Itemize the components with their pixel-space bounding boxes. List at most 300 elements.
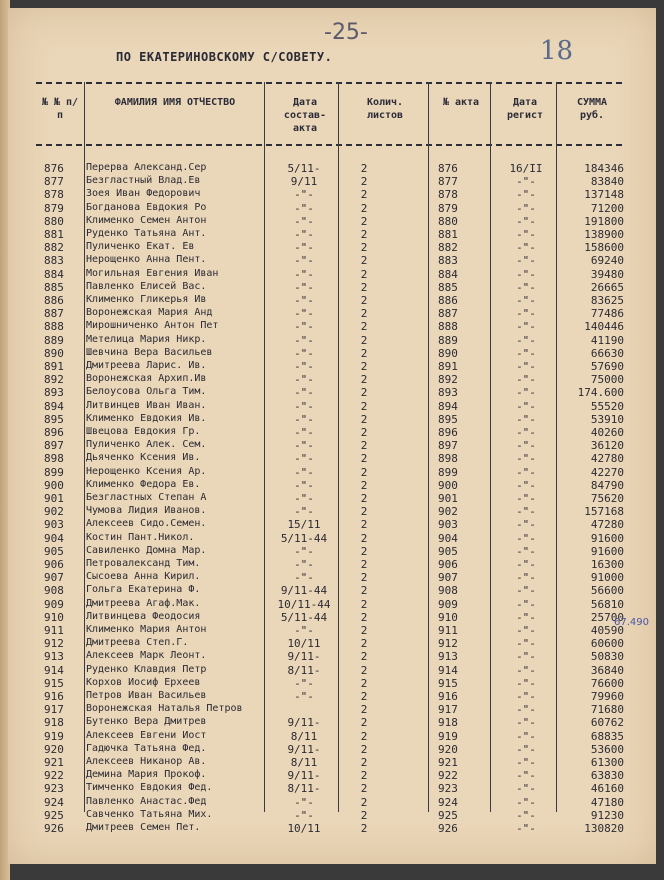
table-row xyxy=(0,637,664,650)
cell-act: 883 xyxy=(438,254,458,268)
cell-act: 888 xyxy=(438,320,458,334)
column-header-name: ФАМИЛИЯ ИМЯ ОТЧЕСТВО xyxy=(114,97,236,108)
cell-sum: 69240 xyxy=(590,254,624,268)
cell-date: -"- xyxy=(294,399,314,413)
cell-name: Тимченко Евдокия Фед. xyxy=(86,782,213,794)
cell-name: Гадючка Татьяна Фед. xyxy=(86,742,207,754)
cell-reg: -"- xyxy=(516,201,536,215)
cell-no: 885 xyxy=(44,280,64,294)
cell-date: -"- xyxy=(294,676,314,690)
column-header-no: № № п/п xyxy=(41,97,79,121)
cell-qty: 2 xyxy=(360,703,368,717)
column-header-date: Дата состав- акта xyxy=(283,97,327,134)
cell-qty: 2 xyxy=(360,478,368,492)
cell-no: 926 xyxy=(44,822,64,835)
cell-qty: 2 xyxy=(360,650,368,664)
table-row xyxy=(0,307,664,320)
cell-reg: -"- xyxy=(516,214,536,228)
cell-date: -"- xyxy=(294,254,314,268)
cell-qty: 2 xyxy=(360,373,368,387)
cell-qty: 2 xyxy=(360,742,368,756)
table-row xyxy=(0,571,664,584)
cell-sum: 83840 xyxy=(590,175,624,189)
cell-name: Литвинцева Феодосия xyxy=(86,610,201,622)
cell-act: 878 xyxy=(438,188,458,202)
cell-act: 917 xyxy=(438,703,458,717)
cell-no: 892 xyxy=(44,373,64,387)
table-row xyxy=(0,162,664,175)
cell-sum: 57690 xyxy=(590,360,624,373)
cell-name: Савиленко Домна Мар. xyxy=(86,544,207,556)
cell-name: Богданова Евдокия Ро xyxy=(86,201,207,213)
cell-qty: 2 xyxy=(360,188,368,202)
cell-name: Нерощенко Ксения Ар. xyxy=(86,465,207,477)
cell-date: 5/11- xyxy=(287,162,321,175)
cell-name: Клименко Гликерья Ив xyxy=(86,294,207,305)
cell-date: 8/11- xyxy=(287,663,321,677)
cell-sum: 75620 xyxy=(590,492,624,505)
table-row xyxy=(0,769,664,782)
cell-act: 901 xyxy=(438,492,458,505)
cell-date: -"- xyxy=(294,439,314,453)
cell-no: 906 xyxy=(44,558,64,571)
cell-no: 882 xyxy=(44,241,64,255)
cell-sum: 75000 xyxy=(590,373,624,387)
cell-no: 915 xyxy=(44,676,64,690)
table-row xyxy=(0,492,664,505)
cell-act: 908 xyxy=(438,584,458,598)
cell-reg: -"- xyxy=(516,782,536,796)
cell-no: 917 xyxy=(44,703,64,717)
table-row xyxy=(0,809,664,822)
cell-name: Безгластный Влад.Ев xyxy=(86,175,201,187)
cell-no: 924 xyxy=(44,795,64,809)
cell-no: 905 xyxy=(44,544,64,558)
cell-act: 923 xyxy=(438,782,458,796)
cell-date: 9/11- xyxy=(287,716,321,730)
cell-sum: 36120 xyxy=(590,439,624,453)
column-header-qty: Колич. листов xyxy=(366,97,404,121)
cell-act: 912 xyxy=(438,637,458,651)
cell-name: Клименко Мария Антон xyxy=(86,624,207,635)
table-row xyxy=(0,505,664,518)
cell-act: 918 xyxy=(438,716,458,730)
cell-reg: -"- xyxy=(516,756,536,769)
cell-qty: 2 xyxy=(360,346,368,360)
cell-reg: -"- xyxy=(516,228,536,241)
cell-no: 910 xyxy=(44,610,64,624)
cell-sum: 26665 xyxy=(590,280,624,294)
cell-sum: 56600 xyxy=(590,584,624,598)
cell-qty: 2 xyxy=(360,795,368,809)
cell-date: -"- xyxy=(294,492,314,505)
cell-name: Воронежская Мария Анд xyxy=(86,307,213,319)
cell-no: 883 xyxy=(44,254,64,268)
cell-no: 877 xyxy=(44,175,64,189)
cell-date: 9/11 xyxy=(290,175,318,189)
cell-reg: -"- xyxy=(516,452,536,466)
cell-reg: -"- xyxy=(516,597,536,611)
cell-sum: 158600 xyxy=(584,241,624,255)
cell-name: Павленко Анастас.Фед xyxy=(86,795,207,807)
table-row xyxy=(0,611,664,624)
cell-no: 897 xyxy=(44,439,64,453)
cell-qty: 2 xyxy=(360,676,368,690)
cell-sum: 84790 xyxy=(590,478,624,492)
table-row xyxy=(0,175,664,188)
cell-sum: 63830 xyxy=(590,769,624,783)
cell-name: Воронежская Архип.Ив xyxy=(86,373,207,385)
cell-date: -"- xyxy=(294,571,314,585)
cell-reg: -"- xyxy=(516,676,536,690)
cell-reg: -"- xyxy=(516,637,536,651)
table-row xyxy=(0,268,664,281)
cell-no: 878 xyxy=(44,188,64,202)
cell-reg: -"- xyxy=(516,729,536,743)
cell-reg: -"- xyxy=(516,558,536,571)
cell-sum: 16300 xyxy=(590,558,624,571)
cell-reg: -"- xyxy=(516,294,536,307)
cell-act: 913 xyxy=(438,650,458,664)
table-row xyxy=(0,598,664,611)
cell-sum: 91230 xyxy=(590,808,624,822)
table-row xyxy=(0,584,664,597)
page-number: -25- xyxy=(324,20,368,45)
cell-qty: 2 xyxy=(360,716,368,730)
cell-sum: 77486 xyxy=(590,307,624,321)
cell-no: 916 xyxy=(44,690,64,703)
cell-act: 900 xyxy=(438,478,458,492)
cell-qty: 2 xyxy=(360,663,368,677)
cell-sum: 60762 xyxy=(590,716,624,730)
cell-name: Петровалександ Тим. xyxy=(86,558,201,569)
cell-name: Руденко Клавдия Петр xyxy=(86,663,207,675)
cell-act: 907 xyxy=(438,571,458,585)
cell-qty: 2 xyxy=(360,690,368,703)
cell-act: 920 xyxy=(438,742,458,756)
cell-date: 8/11 xyxy=(290,756,318,769)
table-row xyxy=(0,822,664,835)
table-row xyxy=(0,241,664,254)
cell-qty: 2 xyxy=(360,412,368,426)
cell-name: Чумова Лидия Иванов. xyxy=(86,505,207,517)
cell-act: 894 xyxy=(438,399,458,413)
cell-act: 922 xyxy=(438,769,458,783)
cell-qty: 2 xyxy=(360,439,368,453)
cell-qty: 2 xyxy=(360,597,368,611)
cell-sum: 71200 xyxy=(590,201,624,215)
cell-reg: -"- xyxy=(516,492,536,505)
cell-sum: 46160 xyxy=(590,782,624,796)
table-row xyxy=(0,202,664,215)
cell-reg: -"- xyxy=(516,518,536,532)
cell-sum: 83625 xyxy=(590,294,624,307)
cell-name: Сысоева Анна Кирил. xyxy=(86,571,201,583)
cell-act: 919 xyxy=(438,729,458,743)
cell-date: 10/11 xyxy=(287,822,321,835)
cell-qty: 2 xyxy=(360,769,368,783)
table-row xyxy=(0,782,664,795)
cell-reg: -"- xyxy=(516,254,536,268)
cell-qty: 2 xyxy=(360,571,368,585)
cell-name: Дмитреева Агаф.Мак. xyxy=(86,597,201,609)
cell-act: 904 xyxy=(438,531,458,545)
cell-reg: -"- xyxy=(516,478,536,492)
cell-qty: 2 xyxy=(360,175,368,189)
cell-qty: 2 xyxy=(360,584,368,598)
cell-reg: -"- xyxy=(516,373,536,387)
table-row xyxy=(0,386,664,399)
cell-date: -"- xyxy=(294,808,314,822)
cell-sum: 39480 xyxy=(590,267,624,281)
cell-no: 913 xyxy=(44,650,64,664)
cell-no: 914 xyxy=(44,663,64,677)
column-header-act: № акта xyxy=(442,97,480,108)
cell-reg: -"- xyxy=(516,610,536,624)
cell-no: 911 xyxy=(44,624,64,637)
table-row xyxy=(0,426,664,439)
table-row xyxy=(0,466,664,479)
cell-reg: 16/II xyxy=(509,162,543,175)
cell-sum: 53600 xyxy=(590,742,624,756)
cell-act: 910 xyxy=(438,610,458,624)
cell-reg: -"- xyxy=(516,320,536,334)
cell-qty: 2 xyxy=(360,426,368,439)
table-row xyxy=(0,413,664,426)
table-row xyxy=(0,334,664,347)
table-row xyxy=(0,400,664,413)
cell-name: Дьяченко Ксения Ив. xyxy=(86,452,201,464)
table-row xyxy=(0,254,664,267)
cell-no: 895 xyxy=(44,412,64,426)
cell-sum: 76600 xyxy=(590,676,624,690)
cell-date: 9/11- xyxy=(287,769,321,783)
cell-no: 893 xyxy=(44,386,64,400)
cell-date: -"- xyxy=(294,624,314,637)
cell-reg: -"- xyxy=(516,742,536,756)
cell-reg: -"- xyxy=(516,399,536,413)
cell-name: Демина Мария Прокоф. xyxy=(86,769,207,781)
cell-reg: -"- xyxy=(516,412,536,426)
cell-qty: 2 xyxy=(360,360,368,373)
cell-sum: 137148 xyxy=(584,188,624,202)
cell-sum: 47180 xyxy=(590,795,624,809)
table-header-rule xyxy=(36,144,622,146)
cell-name: Перерва Александ.Сер xyxy=(86,162,207,173)
cell-date: -"- xyxy=(294,294,314,307)
cell-act: 897 xyxy=(438,439,458,453)
cell-no: 888 xyxy=(44,320,64,334)
cell-no: 908 xyxy=(44,584,64,598)
cell-reg: -"- xyxy=(516,426,536,439)
cell-no: 904 xyxy=(44,531,64,545)
handwritten-correction: 67.490 xyxy=(614,617,649,628)
table-row xyxy=(0,703,664,716)
cell-no: 886 xyxy=(44,294,64,307)
cell-qty: 2 xyxy=(360,294,368,307)
cell-name: Гольга Екатерина Ф. xyxy=(86,584,201,596)
cell-sum: 42780 xyxy=(590,452,624,466)
cell-reg: -"- xyxy=(516,716,536,730)
cell-date: 8/11 xyxy=(290,729,318,743)
cell-act: 884 xyxy=(438,267,458,281)
cell-date: -"- xyxy=(294,452,314,466)
cell-sum: 41190 xyxy=(590,333,624,347)
cell-act: 916 xyxy=(438,690,458,703)
cell-date: -"- xyxy=(294,795,314,809)
cell-no: 894 xyxy=(44,399,64,413)
cell-reg: -"- xyxy=(516,544,536,558)
table-row xyxy=(0,281,664,294)
cell-sum: 71680 xyxy=(590,703,624,717)
cell-qty: 2 xyxy=(360,637,368,651)
cell-no: 889 xyxy=(44,333,64,347)
cell-name: Пуличенко Алек. Сем. xyxy=(86,439,207,451)
cell-no: 919 xyxy=(44,729,64,743)
cell-qty: 2 xyxy=(360,808,368,822)
document-title: ПО ЕКАТЕРИНОВСКОМУ С/СОВЕТУ. xyxy=(116,50,333,64)
cell-name: Зоея Иван Федорович xyxy=(86,188,201,200)
cell-no: 902 xyxy=(44,505,64,519)
cell-sum: 61300 xyxy=(590,756,624,769)
cell-act: 915 xyxy=(438,676,458,690)
cell-no: 925 xyxy=(44,808,64,822)
cell-no: 876 xyxy=(44,162,64,175)
cell-no: 884 xyxy=(44,267,64,281)
cell-date: 9/11-44 xyxy=(280,584,328,598)
cell-name: Клименко Евдокия Ив. xyxy=(86,412,207,424)
cell-date: -"- xyxy=(294,228,314,241)
cell-reg: -"- xyxy=(516,307,536,321)
table-row xyxy=(0,188,664,201)
cell-name: Могильная Евгения Иван xyxy=(86,267,219,279)
cell-qty: 2 xyxy=(360,228,368,241)
cell-sum: 184346 xyxy=(584,162,624,175)
table-row xyxy=(0,796,664,809)
cell-act: 887 xyxy=(438,307,458,321)
cell-name: Алексеев Евгени Иост xyxy=(86,729,207,741)
cell-date: -"- xyxy=(294,386,314,400)
table-row xyxy=(0,532,664,545)
cell-sum: 40590 xyxy=(590,624,624,637)
table-row xyxy=(0,690,664,703)
cell-date: -"- xyxy=(294,214,314,228)
cell-no: 898 xyxy=(44,452,64,466)
cell-reg: -"- xyxy=(516,822,536,835)
cell-act: 926 xyxy=(438,822,458,835)
cell-act: 895 xyxy=(438,412,458,426)
cell-act: 911 xyxy=(438,624,458,637)
cell-qty: 2 xyxy=(360,201,368,215)
cell-sum: 36840 xyxy=(590,663,624,677)
cell-date: -"- xyxy=(294,478,314,492)
cell-act: 925 xyxy=(438,808,458,822)
cell-date: -"- xyxy=(294,360,314,373)
cell-reg: -"- xyxy=(516,241,536,255)
cell-qty: 2 xyxy=(360,729,368,743)
cell-date: -"- xyxy=(294,267,314,281)
cell-reg: -"- xyxy=(516,531,536,545)
cell-no: 899 xyxy=(44,465,64,479)
cell-sum: 50830 xyxy=(590,650,624,664)
cell-sum: 53910 xyxy=(590,412,624,426)
table-row xyxy=(0,650,664,663)
cell-act: 893 xyxy=(438,386,458,400)
cell-name: Клименко Федора Ев. xyxy=(86,478,201,490)
cell-reg: -"- xyxy=(516,360,536,373)
cell-date: 5/11-44 xyxy=(280,610,328,624)
column-header-sum: СУММА руб. xyxy=(576,97,608,121)
cell-date: -"- xyxy=(294,558,314,571)
cell-no: 921 xyxy=(44,756,64,769)
cell-act: 899 xyxy=(438,465,458,479)
cell-act: 885 xyxy=(438,280,458,294)
cell-date: -"- xyxy=(294,188,314,202)
cell-reg: -"- xyxy=(516,690,536,703)
cell-sum: 66630 xyxy=(590,346,624,360)
cell-name: Воронежская Наталья Петров xyxy=(86,703,243,715)
cell-no: 918 xyxy=(44,716,64,730)
cell-qty: 2 xyxy=(360,267,368,281)
cell-act: 882 xyxy=(438,241,458,255)
cell-date: 10/11 xyxy=(287,637,321,651)
cell-name: Шевчина Вера Васильев xyxy=(86,346,213,358)
cell-act: 898 xyxy=(438,452,458,466)
cell-sum: 140446 xyxy=(584,320,624,334)
cell-sum: 40260 xyxy=(590,426,624,439)
cell-no: 879 xyxy=(44,201,64,215)
cell-act: 903 xyxy=(438,518,458,532)
cell-date: -"- xyxy=(294,346,314,360)
cell-sum: 47280 xyxy=(590,518,624,532)
cell-no: 880 xyxy=(44,214,64,228)
cell-reg: -"- xyxy=(516,386,536,400)
cell-date: -"- xyxy=(294,280,314,294)
cell-reg: -"- xyxy=(516,663,536,677)
cell-act: 905 xyxy=(438,544,458,558)
cell-qty: 2 xyxy=(360,624,368,637)
cell-date: -"- xyxy=(294,426,314,439)
cell-no: 920 xyxy=(44,742,64,756)
cell-name: Клименко Семен Антон xyxy=(86,214,207,226)
cell-date: 5/11-44 xyxy=(280,531,328,545)
cell-reg: -"- xyxy=(516,333,536,347)
cell-reg: -"- xyxy=(516,505,536,519)
cell-date: 9/11- xyxy=(287,650,321,664)
cell-date: -"- xyxy=(294,505,314,519)
cell-sum: 56810 xyxy=(590,597,624,611)
table-row xyxy=(0,373,664,386)
cell-name: Литвинцев Иван Иван. xyxy=(86,399,207,411)
cell-sum: 130820 xyxy=(584,822,624,835)
cell-no: 891 xyxy=(44,360,64,373)
table-row xyxy=(0,347,664,360)
cell-qty: 2 xyxy=(360,505,368,519)
cell-qty: 2 xyxy=(360,254,368,268)
cell-reg: -"- xyxy=(516,280,536,294)
cell-act: 890 xyxy=(438,346,458,360)
cell-no: 903 xyxy=(44,518,64,532)
cell-qty: 2 xyxy=(360,307,368,321)
table-row xyxy=(0,743,664,756)
cell-act: 892 xyxy=(438,373,458,387)
cell-date: -"- xyxy=(294,412,314,426)
cell-no: 912 xyxy=(44,637,64,651)
cell-reg: -"- xyxy=(516,175,536,189)
cell-sum: 91600 xyxy=(590,544,624,558)
cell-qty: 2 xyxy=(360,214,368,228)
cell-reg: -"- xyxy=(516,571,536,585)
